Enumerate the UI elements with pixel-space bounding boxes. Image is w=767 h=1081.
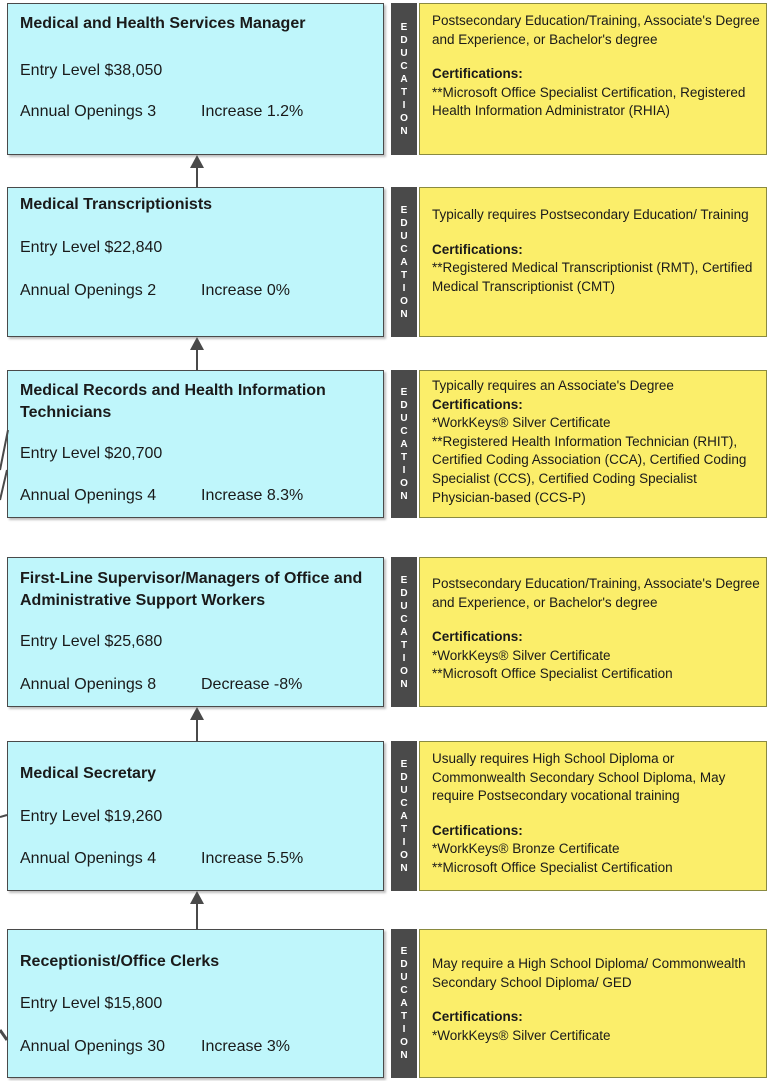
education-letter: N: [400, 678, 408, 690]
education-letter: A: [400, 438, 408, 450]
annual-openings: Annual Openings 30: [20, 1038, 165, 1055]
education-letter: C: [400, 797, 408, 809]
growth-change: Increase 1.2%: [201, 103, 304, 120]
education-requirement: Usually requires High School Diploma or Commonwealth Secondary School Diploma, May require Postsecondary vocational training: [432, 751, 726, 804]
entry-salary: Entry Level $38,050: [20, 62, 163, 79]
certifications-heading: Certifications:: [432, 396, 523, 412]
education-letter: T: [400, 1011, 408, 1022]
side-connector-lines: [0, 0, 10, 1081]
job-title: Medical Records and Health Information Technicians: [20, 382, 326, 421]
education-letter: U: [400, 47, 408, 59]
education-letter: I: [402, 652, 406, 664]
education-letter: E: [400, 21, 408, 33]
education-info-box: [419, 741, 767, 891]
education-letter: E: [400, 758, 408, 770]
career-row-4: [0, 741, 767, 891]
job-title: First-Line Supervisor/Managers of Office and Administrative Support Workers: [20, 570, 363, 609]
job-title: Medical Secretary: [20, 765, 157, 782]
job-title: Receptionist/Office Clerks: [20, 953, 220, 970]
job-box[interactable]: [7, 370, 384, 518]
education-letter: T: [400, 269, 408, 281]
education-letter: O: [400, 112, 408, 124]
education-info-box: [419, 187, 767, 337]
growth-change: Increase 3%: [201, 1038, 290, 1055]
certifications-heading: Certifications:: [432, 822, 523, 838]
education-letter: C: [400, 243, 408, 255]
job-box[interactable]: [7, 187, 384, 337]
entry-salary: Entry Level $22,840: [20, 239, 163, 256]
entry-salary: Entry Level $19,260: [20, 808, 163, 825]
education-letter: T: [400, 639, 408, 651]
education-letter: N: [400, 862, 408, 874]
certification-item: **Registered Health Information Technician (RHIT), Certified Coding Association (CCA), Certified Coding Specialist (CCS), Certified Coding Specialist Physician-based (CCS-P): [432, 433, 747, 505]
career-row-5: [0, 929, 767, 1078]
education-letter: U: [400, 784, 408, 796]
education-letter: E: [400, 946, 408, 957]
education-letter: T: [400, 451, 408, 463]
annual-openings: Annual Openings 4: [20, 850, 157, 867]
connector-line: [196, 166, 198, 187]
education-bar: [391, 741, 417, 891]
education-letter: C: [400, 613, 408, 625]
education-letter: N: [400, 1050, 408, 1061]
education-bar: [391, 3, 417, 155]
career-row-2: [0, 370, 767, 518]
education-letter: U: [400, 230, 408, 242]
education-letter: N: [400, 490, 408, 502]
education-letter: O: [400, 849, 408, 861]
career-row-0: [0, 3, 767, 155]
education-letter: E: [400, 574, 408, 586]
education-letter: C: [400, 425, 408, 437]
education-requirement: Postsecondary Education/Training, Associate's Degree and Experience, or Bachelor's degree: [432, 576, 760, 610]
education-letter: A: [400, 998, 408, 1009]
education-letter: U: [400, 972, 408, 983]
education-letter: D: [400, 771, 408, 783]
career-row-1: [0, 187, 767, 337]
education-letter: I: [402, 836, 406, 848]
education-info-box: [419, 929, 767, 1078]
growth-change: Decrease -8%: [201, 676, 303, 693]
annual-openings: Annual Openings 3: [20, 103, 157, 120]
education-letter: D: [400, 399, 408, 411]
certifications-heading: Certifications:: [432, 1009, 523, 1025]
certification-item: **Microsoft Office Specialist Certification: [432, 859, 673, 875]
education-bar: [391, 370, 417, 518]
certifications-heading: Certifications:: [432, 629, 523, 645]
certifications-heading: Certifications:: [432, 241, 523, 257]
education-letter: D: [400, 959, 408, 970]
certifications-heading: Certifications:: [432, 66, 523, 82]
education-info-box: [419, 370, 767, 518]
growth-change: Increase 8.3%: [201, 487, 304, 504]
education-letter: O: [400, 295, 408, 307]
certification-item: **Microsoft Office Specialist Certification, Registered Health Information Administrator (RHIA): [432, 84, 746, 119]
education-letter: C: [400, 60, 408, 72]
education-letter: E: [400, 204, 408, 216]
annual-openings: Annual Openings 8: [20, 676, 157, 693]
education-letter: D: [400, 217, 408, 229]
certification-item: **Registered Medical Transcriptionist (RMT), Certified Medical Transcriptionist (CMT): [432, 260, 753, 294]
education-letter: A: [400, 256, 408, 268]
education-letter: D: [400, 587, 408, 599]
career-row-3: [0, 557, 767, 707]
connector-line: [196, 902, 198, 929]
growth-change: Increase 0%: [201, 282, 290, 299]
education-letter: I: [402, 282, 406, 294]
job-box[interactable]: [7, 929, 384, 1078]
education-letter: I: [402, 464, 406, 476]
certification-item: *WorkKeys® Silver Certificate: [432, 415, 611, 431]
job-box[interactable]: [7, 3, 384, 155]
entry-salary: Entry Level $20,700: [20, 445, 163, 462]
education-letter: O: [400, 477, 408, 489]
education-letter: E: [400, 386, 408, 398]
certification-item: *WorkKeys® Silver Certificate: [432, 647, 611, 663]
job-box[interactable]: [7, 741, 384, 891]
education-letter: O: [400, 665, 408, 677]
education-requirement: Typically requires Postsecondary Education/ Training: [432, 207, 749, 222]
education-requirement: Typically requires an Associate's Degree: [432, 378, 674, 393]
certification-item: **Microsoft Office Specialist Certification: [432, 666, 673, 682]
job-title: Medical and Health Services Manager: [20, 15, 306, 32]
education-requirement: Postsecondary Education/Training, Associate's Degree and Experience, or Bachelor's degree: [432, 13, 760, 47]
education-bar: [391, 187, 417, 337]
education-letter: A: [400, 626, 408, 638]
job-box[interactable]: [7, 557, 384, 707]
annual-openings: Annual Openings 4: [20, 487, 157, 504]
certification-item: *WorkKeys® Bronze Certificate: [432, 841, 620, 857]
education-letter: T: [400, 86, 408, 98]
education-letter: C: [400, 985, 408, 996]
annual-openings: Annual Openings 2: [20, 282, 157, 299]
education-bar: [391, 929, 417, 1078]
education-letter: D: [400, 34, 408, 46]
growth-change: Increase 5.5%: [201, 850, 304, 867]
education-letter: N: [400, 308, 408, 320]
certification-item: *WorkKeys® Silver Certificate: [432, 1027, 611, 1043]
entry-salary: Entry Level $25,680: [20, 633, 163, 650]
education-letter: T: [400, 823, 408, 835]
education-letter: N: [400, 125, 408, 137]
education-letter: I: [402, 1024, 406, 1035]
job-title: Medical Transcriptionists: [20, 196, 213, 213]
connector-line: [196, 348, 198, 370]
education-letter: U: [400, 600, 408, 612]
education-letter: U: [400, 412, 408, 424]
education-letter: I: [402, 99, 406, 111]
education-info-box: [419, 3, 767, 155]
education-bar: [391, 557, 417, 707]
education-info-box: [419, 557, 767, 707]
education-letter: A: [400, 810, 408, 822]
education-letter: O: [400, 1037, 408, 1048]
connector-line: [196, 718, 198, 741]
education-requirement: May require a High School Diploma/ Commonwealth Secondary School Diploma/ GED: [432, 956, 746, 990]
education-letter: A: [400, 73, 408, 85]
entry-salary: Entry Level $15,800: [20, 995, 163, 1012]
